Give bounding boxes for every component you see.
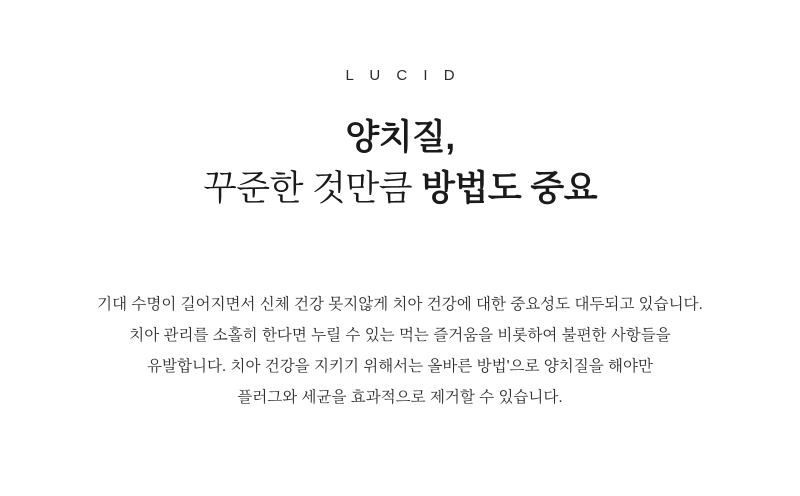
brand-wordmark: L U C I D: [345, 67, 461, 84]
headline-line-2-emphasis: 방법도 중요: [421, 168, 598, 208]
headline-line-1: 양치질,: [345, 118, 455, 157]
headline-line-2-normal: 꾸준한 것만큼: [202, 168, 422, 208]
body-line-1: 기대 수명이 길어지면서 신체 건강 못지않게 치아 건강에 대한 중요성도 대두되고 있습니다.: [97, 295, 703, 313]
body-line-4: 플러그와 세균을 효과적으로 제거할 수 있습니다.: [237, 388, 563, 406]
body-paragraph: [97, 215, 703, 413]
body-line-3: 유발합니다. 치아 건강을 지키기 위해서는 올바른 방법'으로 양치질을 해야만: [147, 357, 653, 375]
body-line-2: 치아 관리를 소홀히 한다면 누릴 수 있는 먹는 즐거움을 비롯하여 불편한 사항들을: [129, 326, 671, 344]
headline-line-2: [203, 164, 597, 215]
page-title: [203, 113, 597, 215]
